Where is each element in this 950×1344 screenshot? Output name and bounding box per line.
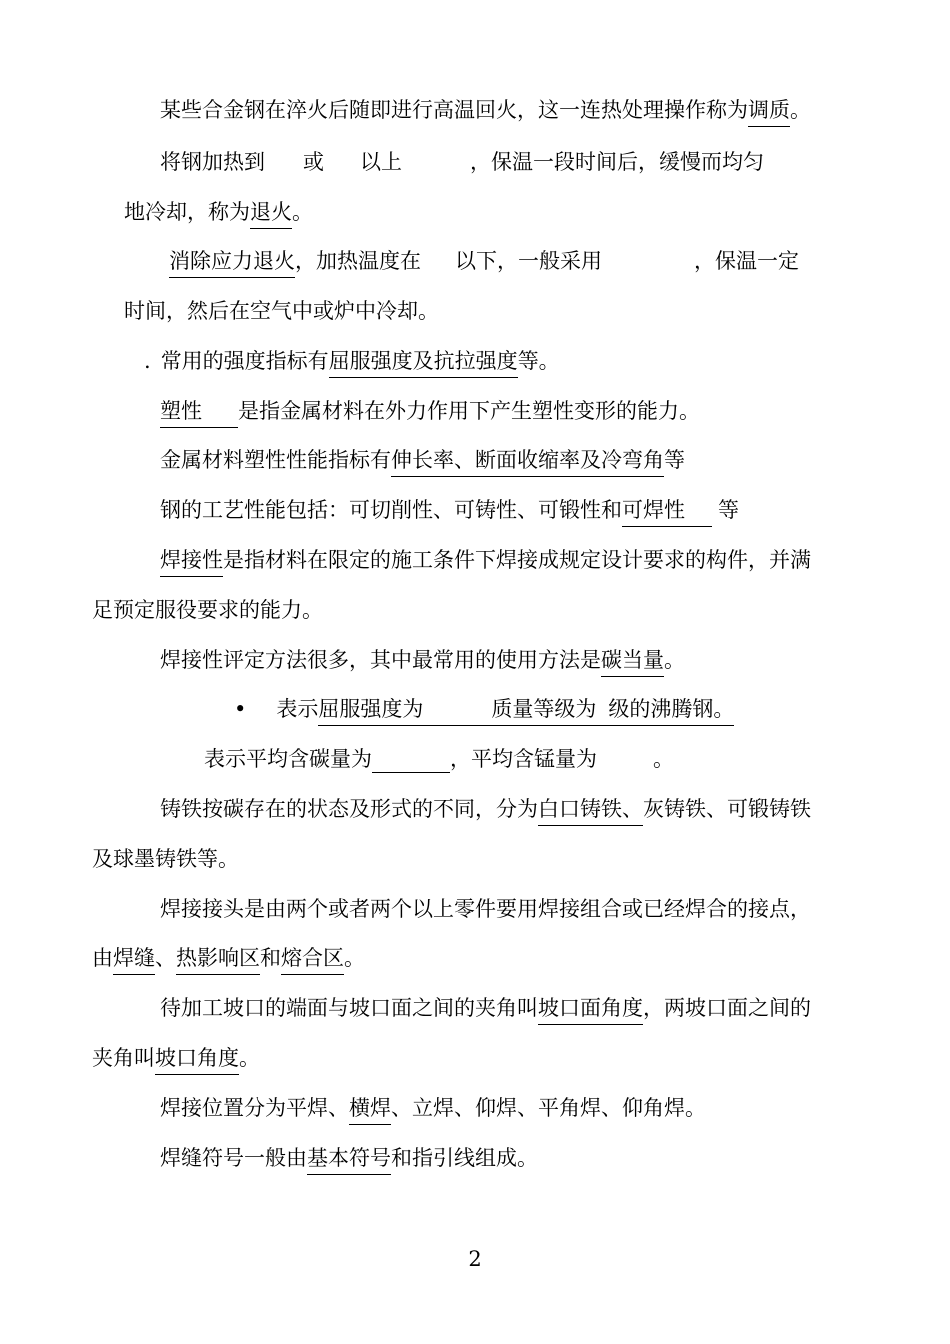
- text: 。: [790, 98, 811, 122]
- text: 由: [92, 946, 113, 970]
- text: 将钢加热到: [160, 150, 265, 174]
- text: 表示平均含碳量为: [204, 747, 372, 771]
- text: 夹角叫: [92, 1046, 155, 1070]
- text: 等: [664, 448, 685, 472]
- line-cast-iron-1: [160, 795, 811, 823]
- text: 。: [292, 200, 313, 224]
- text: 。: [344, 946, 365, 970]
- line-welded-joint-2: [92, 944, 365, 972]
- answer-underlined: 屈服强度及抗拉强度: [329, 347, 518, 378]
- text: ，两坡口面之间的: [643, 996, 811, 1020]
- text: .: [144, 349, 151, 373]
- answer-underlined: 伸长率、断面收缩率及冷弯角: [391, 446, 664, 477]
- line-annealing-2: [124, 198, 313, 226]
- text: 等: [718, 498, 739, 522]
- text: 常用的强度指标有: [160, 349, 329, 373]
- text: 钢的工艺性能包括：可切削性、可铸性、可锻性和: [160, 498, 622, 522]
- text: 等。: [517, 349, 560, 373]
- text: 及球墨铸铁等。: [92, 847, 239, 871]
- text: ，保温一段时间后，缓慢而均匀: [470, 150, 764, 174]
- text: 待加工坡口的端面与坡口面之间的夹角叫: [160, 996, 538, 1020]
- answer-underlined: 熔合区: [281, 944, 344, 975]
- text: 是指材料在限定的施工条件下焊接成规定设计要求的构件，并满: [223, 548, 811, 572]
- line-weld-symbols: [160, 1144, 538, 1172]
- text: 级的沸腾钢。: [608, 697, 735, 721]
- line-groove-angle-2: [92, 1044, 260, 1072]
- bullet-icon: •: [234, 697, 247, 721]
- answer-underlined: 坡口角度: [155, 1044, 239, 1075]
- text: 质量等级为: [491, 697, 597, 721]
- text: 表示: [276, 697, 319, 721]
- line-welding-positions: [160, 1094, 706, 1122]
- line-groove-angle-1: [160, 994, 811, 1022]
- text: 金属材料塑性性能指标有: [160, 448, 391, 472]
- answer-underlined: 焊缝: [113, 944, 155, 975]
- text: 某些合金钢在淬火后随即进行高温回火，这一连热处理操作称为: [160, 98, 748, 122]
- blank-field: [372, 746, 450, 773]
- answer-underlined: 塑性: [160, 397, 238, 428]
- text: 地冷却，称为: [124, 200, 250, 224]
- text: ，加热温度在: [295, 249, 421, 273]
- line-plasticity: [160, 397, 700, 425]
- answer-underlined: 热影响区: [176, 944, 260, 975]
- line-process-properties: [160, 496, 739, 524]
- text: 焊接性评定方法很多，其中最常用的使用方法是: [160, 648, 601, 672]
- line-weldability-1: [160, 546, 811, 574]
- line-stress-relief-1: [169, 247, 799, 275]
- answer-underlined: 横焊: [349, 1094, 391, 1125]
- line-plasticity-indices: [160, 446, 685, 474]
- line-weldability-eval: [160, 646, 685, 674]
- line-annealing-1: [160, 148, 764, 176]
- line-welded-joint-1: [160, 895, 811, 923]
- answer-underlined: 白口铸铁、: [538, 795, 643, 826]
- answer-underlined: 退火: [250, 198, 292, 229]
- line-strength-indices: [144, 347, 560, 375]
- text: 焊接位置分为平焊、: [160, 1096, 349, 1120]
- line-tempering: [160, 96, 811, 124]
- answer-underlined: 可焊性: [622, 496, 712, 527]
- text: 。: [653, 747, 674, 771]
- text: 是指金属材料在外力作用下产生塑性变形的能力。: [238, 399, 700, 423]
- text: 焊接接头是由两个或者两个以上零件要用焊接组合或已经焊合的接点，: [160, 897, 811, 921]
- line-carbon-content: [204, 745, 674, 773]
- text: ，平均含锰量为: [450, 747, 597, 771]
- text: 铸铁按碳存在的状态及形式的不同，分为: [160, 797, 538, 821]
- text: 足预定服役要求的能力。: [92, 598, 323, 622]
- line-steel-grade: [234, 695, 734, 723]
- text: 以上: [360, 150, 402, 174]
- text: 和指引线组成。: [391, 1146, 538, 1170]
- answer-underlined: 调质: [748, 96, 790, 127]
- text: 焊缝符号一般由: [160, 1146, 307, 1170]
- text: 、立焊、仰焊、平角焊、仰角焊。: [391, 1096, 706, 1120]
- underlined-span: [318, 695, 734, 726]
- text: 或: [303, 150, 324, 174]
- page-number: 2: [468, 1247, 482, 1271]
- text: ，保温一定: [694, 249, 799, 273]
- line-cast-iron-2: [92, 845, 239, 873]
- answer-underlined: 基本符号: [307, 1144, 391, 1175]
- text: 屈服强度为: [318, 697, 424, 721]
- text: 。: [664, 648, 685, 672]
- line-weldability-2: [92, 596, 323, 624]
- text: 以下，一般采用: [455, 249, 602, 273]
- text: 、: [155, 946, 176, 970]
- text: 时间，然后在空气中或炉中冷却。: [124, 299, 439, 323]
- text: 和: [260, 946, 281, 970]
- answer-underlined: 碳当量: [601, 646, 664, 677]
- text: 灰铸铁、可锻铸铁: [643, 797, 811, 821]
- text: 。: [239, 1046, 260, 1070]
- answer-underlined: 坡口面角度: [538, 994, 643, 1025]
- line-stress-relief-2: [124, 297, 439, 325]
- answer-underlined: 消除应力退火: [169, 247, 295, 278]
- answer-underlined: 焊接性: [160, 546, 223, 577]
